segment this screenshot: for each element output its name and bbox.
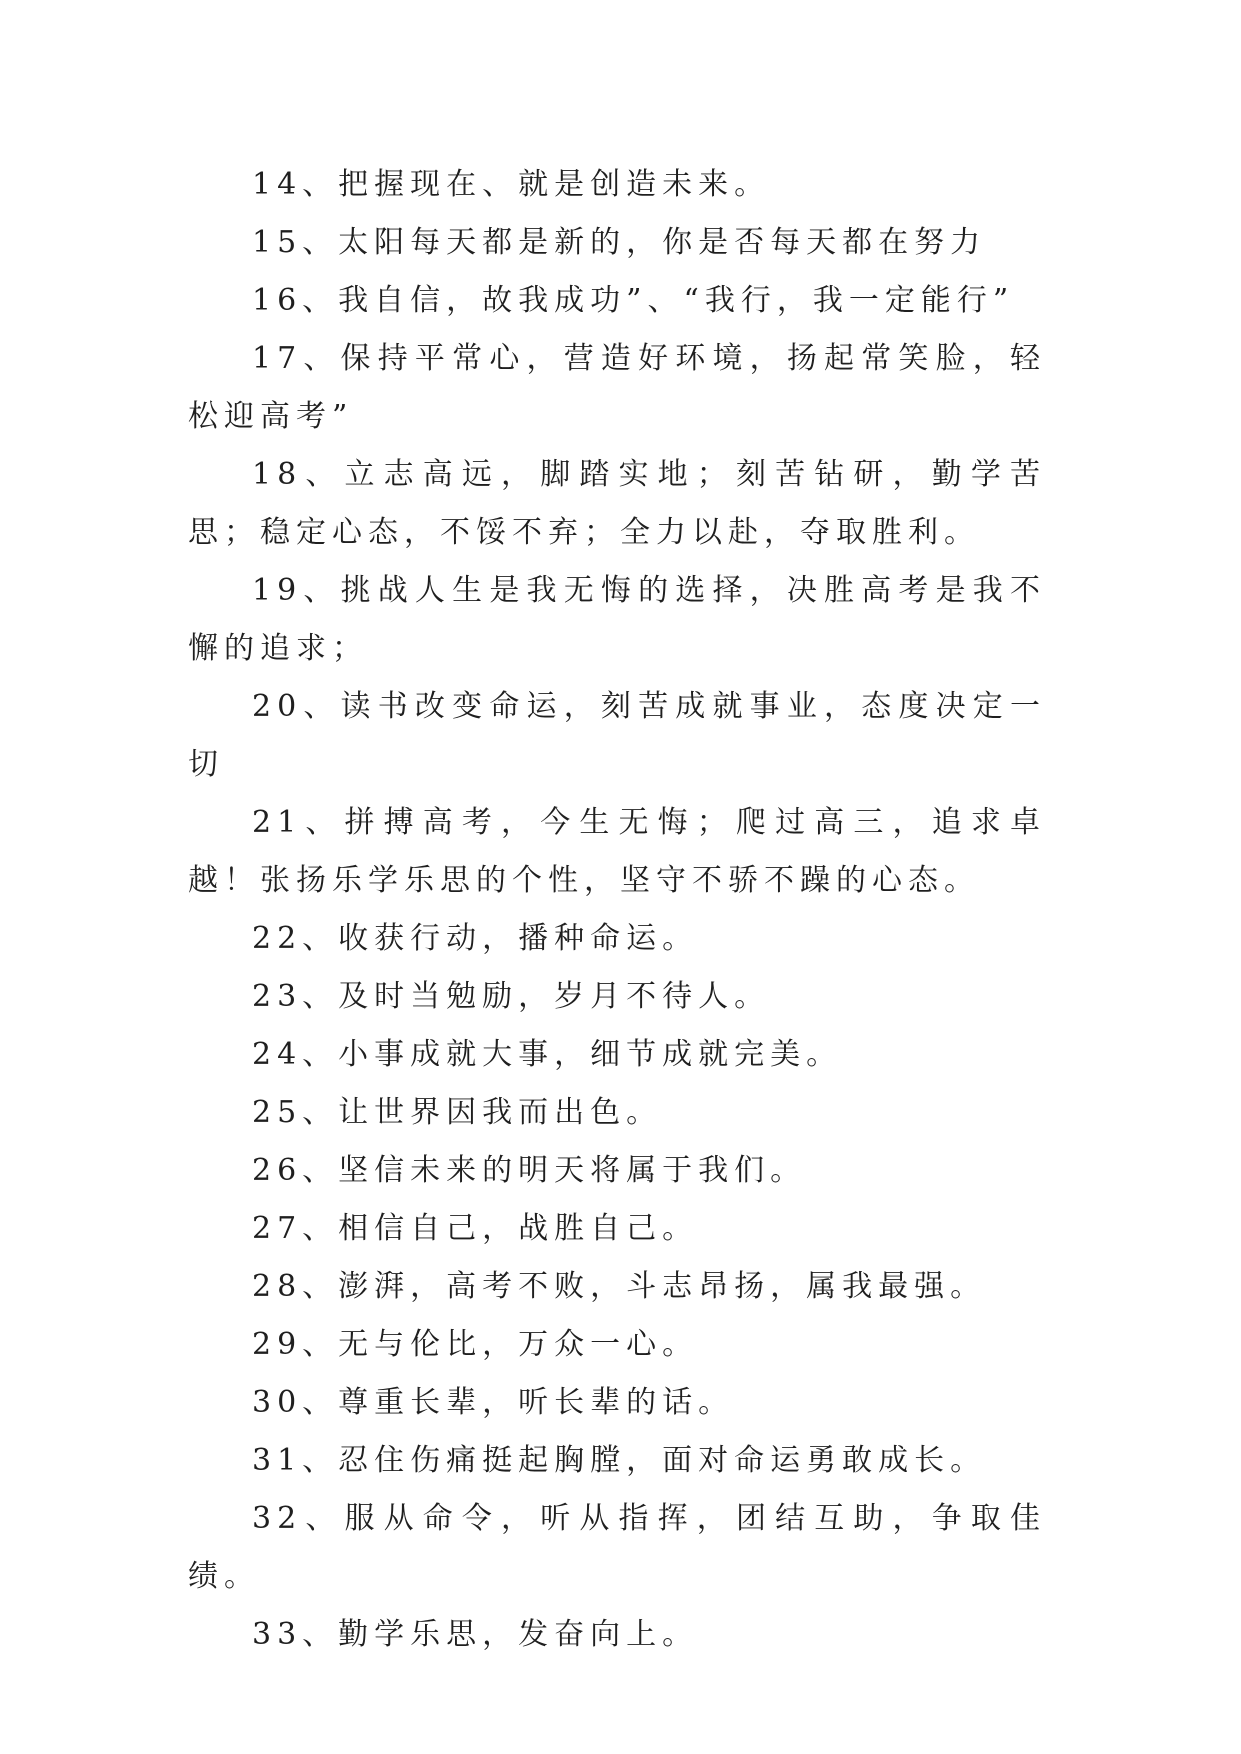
list-item: 16、我自信，故我成功”、“我行，我一定能行”: [252, 283, 1015, 318]
list-item: 24、小事成就大事，细节成就完美。: [252, 1037, 843, 1072]
list-item: 33、勤学乐思，发奋向上。: [252, 1617, 699, 1652]
list-item: 28、澎湃，高考不败，斗志昂扬，属我最强。: [252, 1269, 987, 1304]
list-item: 31、忍住伤痛挺起胸膛，面对命运勇敢成长。: [252, 1443, 987, 1478]
list-item: 23、及时当勉励，岁月不待人。: [252, 979, 771, 1014]
list-item: 30、尊重长辈，听长辈的话。: [252, 1385, 735, 1420]
list-item: 27、相信自己，战胜自己。: [252, 1211, 699, 1246]
list-item: 17、保持平常心，营造好环境，扬起常笑脸，轻松迎高考”: [188, 341, 1046, 434]
list-item: 14、把握现在、就是创造未来。: [252, 167, 771, 202]
list-item: 15、太阳每天都是新的，你是否每天都在努力: [252, 225, 987, 260]
list-item: 26、坚信未来的明天将属于我们。: [252, 1153, 807, 1188]
list-item: 21、拼搏高考，今生无悔；爬过高三，追求卓越！张扬乐学乐思的个性，坚守不骄不躁的心态。: [188, 805, 1046, 898]
list-item: 18、立志高远，脚踏实地；刻苦钻研，勤学苦思；稳定心态，不馁不弃；全力以赴，夺取胜利。: [188, 457, 1046, 550]
list-item: 19、挑战人生是我无悔的选择，决胜高考是我不懈的追求；: [188, 573, 1046, 666]
list-item: 32、服从命令，听从指挥，团结互助，争取佳绩。: [188, 1501, 1046, 1594]
list-item: 29、无与伦比，万众一心。: [252, 1327, 699, 1362]
slogan-list: [188, 156, 1046, 1664]
list-item: 22、收获行动，播种命运。: [252, 921, 699, 956]
list-item: 20、读书改变命运，刻苦成就事业，态度决定一切: [188, 689, 1046, 782]
list-item: 25、让世界因我而出色。: [252, 1095, 663, 1130]
